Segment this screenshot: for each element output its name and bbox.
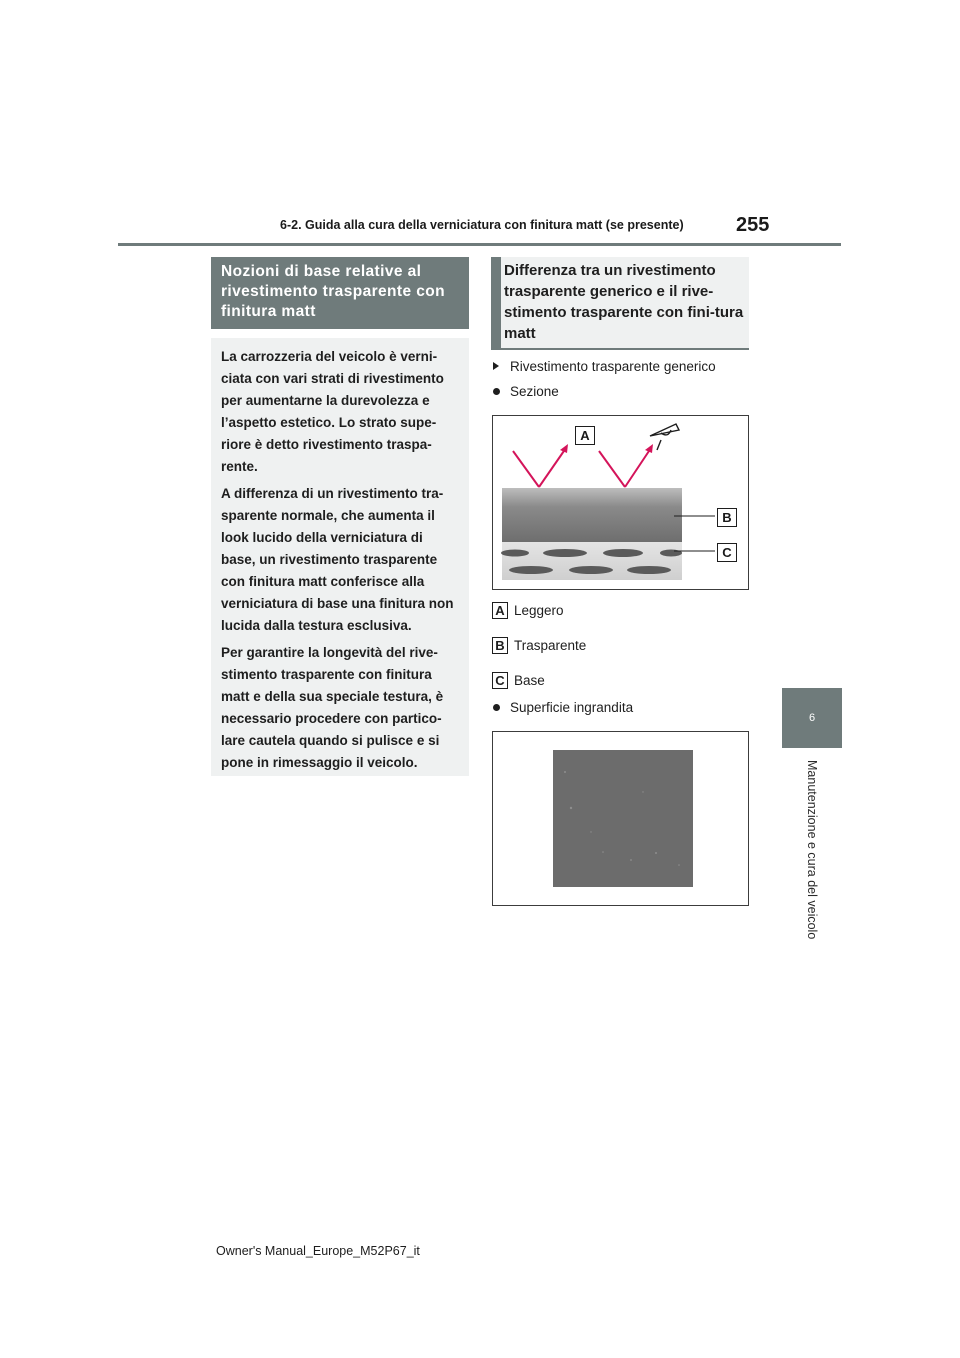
chapter-side-label: Manutenzione e cura del veicolo bbox=[805, 760, 819, 940]
header-divider bbox=[118, 243, 841, 246]
chapter-tab[interactable]: 6 bbox=[782, 688, 842, 748]
left-section-body bbox=[211, 338, 469, 776]
clear-coat-layer bbox=[502, 488, 682, 542]
surface-sample bbox=[553, 750, 693, 887]
paragraph: Per garantire la longevità del rive-stimento trasparente con finitura matt e della sua speciale testura, è necessario procedere con partico-lare cautela quando si pulisce e si pone in rimessaggio il veicolo. bbox=[221, 645, 444, 770]
callout-a: A bbox=[575, 426, 595, 445]
magnified-surface-image bbox=[493, 732, 748, 905]
bullet-surface: Superficie ingrandita bbox=[493, 700, 749, 718]
magnified-surface-figure bbox=[492, 731, 749, 906]
callout-b: B bbox=[717, 508, 737, 527]
legend-key: B bbox=[492, 637, 508, 654]
legend-key: C bbox=[492, 672, 508, 689]
bullet-dot-icon bbox=[493, 388, 500, 395]
subheading-generic-clearcoat: Rivestimento trasparente generico bbox=[493, 359, 749, 377]
bullet-section: Sezione bbox=[493, 384, 749, 402]
header-title: 6-2. Guida alla cura della verniciatura con finitura matt (se presente) bbox=[280, 218, 684, 232]
base-coat-layer bbox=[502, 542, 682, 580]
paragraph: La carrozzeria del veicolo è verni-ciata con vari strati di rivestimento per aumentarne la durevolezza e l’aspetto estetico. Lo strato supe-riore è detto rivestimento traspa-rente. bbox=[221, 349, 444, 474]
bullet-dot-icon bbox=[493, 704, 500, 711]
right-section-heading: Differenza tra un rivestimento trasparente generico e il rive-stimento trasparente con fini-tura matt bbox=[491, 257, 749, 349]
page-number: 255 bbox=[736, 214, 770, 236]
light-rays bbox=[513, 448, 651, 487]
cross-section-illustration bbox=[493, 416, 748, 589]
left-section-heading: Nozioni di base relative al rivestimento trasparente con finitura matt bbox=[211, 257, 469, 329]
callout-c: C bbox=[717, 543, 737, 562]
legend-item-a: A Leggero bbox=[492, 602, 692, 620]
triangle-bullet-icon bbox=[493, 362, 499, 370]
cross-section-figure bbox=[492, 415, 749, 590]
ray-arrowheads bbox=[560, 444, 653, 453]
legend-key: A bbox=[492, 602, 508, 619]
heading-divider bbox=[491, 348, 749, 350]
legend-item-c: C Base bbox=[492, 672, 692, 690]
paragraph: A differenza di un rivestimento tra-sparente normale, che aumenta il look lucido della verniciatura di base, un rivestimento trasparente con finitura matt conferisce alla verniciatura di base una finitura non lucida dalla testura esclusiva. bbox=[221, 486, 454, 633]
legend-item-b: B Trasparente bbox=[492, 637, 692, 655]
eye-icon bbox=[650, 424, 679, 450]
footer-manual-id: Owner's Manual_Europe_M52P67_it bbox=[216, 1244, 420, 1258]
